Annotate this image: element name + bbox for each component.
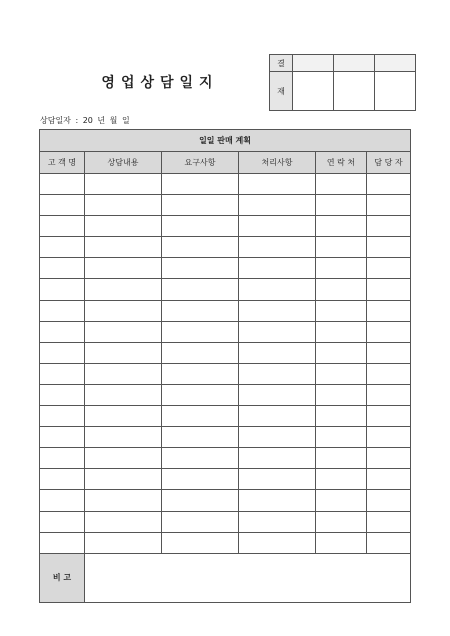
approval-sign-cell[interactable] — [293, 72, 334, 111]
approval-label-top: 결 — [270, 55, 293, 72]
table-cell[interactable] — [367, 321, 411, 342]
table-cell[interactable] — [239, 216, 316, 237]
approval-sign-cell[interactable] — [334, 72, 375, 111]
table-cell[interactable] — [162, 511, 239, 532]
table-row — [40, 342, 411, 363]
column-header: 연 락 처 — [316, 152, 367, 174]
table-cell[interactable] — [316, 427, 367, 448]
table-cell[interactable] — [85, 363, 162, 384]
table-cell[interactable] — [162, 258, 239, 279]
table-cell[interactable] — [85, 469, 162, 490]
table-cell[interactable] — [367, 469, 411, 490]
table-cell[interactable] — [40, 342, 85, 363]
table-cell[interactable] — [367, 216, 411, 237]
table-cell[interactable] — [40, 258, 85, 279]
table-cell[interactable] — [367, 258, 411, 279]
table-cell[interactable] — [162, 174, 239, 195]
table-row — [40, 511, 411, 532]
table-cell[interactable] — [162, 406, 239, 427]
approval-label-bottom: 재 — [270, 72, 293, 111]
table-row — [40, 448, 411, 469]
column-header: 고 객 명 — [40, 152, 85, 174]
table-cell[interactable] — [85, 448, 162, 469]
table-header-row — [40, 152, 411, 174]
column-header: 상담내용 — [85, 152, 162, 174]
table-cell[interactable] — [40, 448, 85, 469]
table-cell[interactable] — [316, 195, 367, 216]
table-cell[interactable] — [316, 511, 367, 532]
table-row — [40, 300, 411, 321]
table-cell[interactable] — [40, 532, 85, 553]
table-cell[interactable] — [367, 532, 411, 553]
table-cell[interactable] — [239, 406, 316, 427]
table-cell[interactable] — [85, 342, 162, 363]
table-cell[interactable] — [239, 279, 316, 300]
table-row — [40, 532, 411, 553]
table-cell[interactable] — [40, 321, 85, 342]
table-cell[interactable] — [162, 532, 239, 553]
table-cell[interactable] — [85, 532, 162, 553]
table-row — [40, 174, 411, 195]
table-row — [40, 321, 411, 342]
table-cell[interactable] — [162, 363, 239, 384]
table-cell[interactable] — [40, 427, 85, 448]
table-body — [40, 174, 411, 554]
table-cell[interactable] — [367, 384, 411, 405]
table-cell[interactable] — [162, 469, 239, 490]
table-cell[interactable] — [239, 237, 316, 258]
table-cell[interactable] — [40, 174, 85, 195]
table-cell[interactable] — [239, 490, 316, 511]
table-cell[interactable] — [367, 490, 411, 511]
table-cell[interactable] — [162, 216, 239, 237]
table-cell[interactable] — [316, 384, 367, 405]
table-cell[interactable] — [162, 321, 239, 342]
table-cell[interactable] — [85, 174, 162, 195]
table-row — [40, 363, 411, 384]
table-cell[interactable] — [367, 448, 411, 469]
sales-log-table — [39, 129, 411, 603]
table-cell[interactable] — [239, 174, 316, 195]
table-cell[interactable] — [40, 490, 85, 511]
table-cell[interactable] — [239, 321, 316, 342]
table-cell[interactable] — [40, 363, 85, 384]
table-cell[interactable] — [316, 406, 367, 427]
table-cell[interactable] — [367, 237, 411, 258]
table-row — [40, 195, 411, 216]
table-cell[interactable] — [367, 300, 411, 321]
column-header: 처리사항 — [239, 152, 316, 174]
table-cell[interactable] — [316, 532, 367, 553]
table-cell[interactable] — [40, 300, 85, 321]
table-cell[interactable] — [316, 321, 367, 342]
table-cell[interactable] — [367, 406, 411, 427]
table-cell[interactable] — [85, 406, 162, 427]
table-cell[interactable] — [239, 195, 316, 216]
table-cell[interactable] — [316, 300, 367, 321]
document-title: 영업상담일지 — [101, 75, 219, 91]
table-cell[interactable] — [85, 258, 162, 279]
table-cell[interactable] — [162, 279, 239, 300]
table-cell[interactable] — [40, 406, 85, 427]
table-cell[interactable] — [85, 279, 162, 300]
table-row — [40, 279, 411, 300]
column-header: 요구사항 — [162, 152, 239, 174]
table-cell[interactable] — [367, 511, 411, 532]
table-cell[interactable] — [367, 363, 411, 384]
table-cell[interactable] — [162, 448, 239, 469]
remarks-field[interactable] — [85, 553, 411, 602]
table-cell[interactable] — [316, 279, 367, 300]
table-cell[interactable] — [85, 511, 162, 532]
table-cell[interactable] — [40, 195, 85, 216]
approval-header-cell[interactable] — [375, 55, 416, 72]
table-row — [40, 469, 411, 490]
table-cell[interactable] — [85, 237, 162, 258]
table-cell[interactable] — [316, 363, 367, 384]
consult-date-line: 상담일자 : 20 년 월 일 — [40, 116, 130, 125]
table-row — [40, 237, 411, 258]
table-cell[interactable] — [85, 321, 162, 342]
table-cell[interactable] — [239, 469, 316, 490]
approval-sign-cell[interactable] — [375, 72, 416, 111]
table-cell[interactable] — [316, 448, 367, 469]
table-cell[interactable] — [316, 216, 367, 237]
table-cell[interactable] — [316, 258, 367, 279]
remarks-label: 비 고 — [40, 553, 85, 602]
table-cell[interactable] — [316, 469, 367, 490]
table-cell[interactable] — [316, 342, 367, 363]
table-cell[interactable] — [40, 279, 85, 300]
table-row — [40, 216, 411, 237]
table-caption: 일일 판매 계획 — [40, 130, 411, 152]
table-cell[interactable] — [367, 427, 411, 448]
table-cell[interactable] — [85, 384, 162, 405]
column-header: 담 당 자 — [367, 152, 411, 174]
table-cell[interactable] — [162, 195, 239, 216]
table-cell[interactable] — [239, 258, 316, 279]
table-cell[interactable] — [239, 532, 316, 553]
table-cell[interactable] — [239, 300, 316, 321]
table-cell[interactable] — [367, 195, 411, 216]
table-cell[interactable] — [40, 469, 85, 490]
table-cell[interactable] — [162, 342, 239, 363]
table-cell[interactable] — [40, 384, 85, 405]
table-row — [40, 384, 411, 405]
table-cell[interactable] — [239, 511, 316, 532]
table-cell[interactable] — [367, 342, 411, 363]
table-row — [40, 490, 411, 511]
table-cell[interactable] — [85, 427, 162, 448]
table-cell[interactable] — [162, 427, 239, 448]
table-row — [40, 427, 411, 448]
table-cell[interactable] — [239, 448, 316, 469]
table-cell[interactable] — [367, 174, 411, 195]
table-cell[interactable] — [162, 237, 239, 258]
table-cell[interactable] — [162, 490, 239, 511]
table-cell[interactable] — [40, 511, 85, 532]
table-cell[interactable] — [239, 363, 316, 384]
table-cell[interactable] — [85, 216, 162, 237]
approval-box — [269, 54, 416, 111]
table-cell[interactable] — [316, 174, 367, 195]
approval-header-cell[interactable] — [334, 55, 375, 72]
table-cell[interactable] — [239, 342, 316, 363]
table-cell[interactable] — [316, 490, 367, 511]
table-cell[interactable] — [239, 384, 316, 405]
table-row — [40, 406, 411, 427]
table-cell[interactable] — [239, 427, 316, 448]
table-row — [40, 258, 411, 279]
table-cell[interactable] — [85, 195, 162, 216]
table-cell[interactable] — [162, 300, 239, 321]
table-cell[interactable] — [367, 279, 411, 300]
table-cell[interactable] — [40, 237, 85, 258]
table-cell[interactable] — [162, 384, 239, 405]
table-cell[interactable] — [85, 300, 162, 321]
table-cell[interactable] — [85, 490, 162, 511]
table-cell[interactable] — [316, 237, 367, 258]
approval-header-cell[interactable] — [293, 55, 334, 72]
table-cell[interactable] — [40, 216, 85, 237]
